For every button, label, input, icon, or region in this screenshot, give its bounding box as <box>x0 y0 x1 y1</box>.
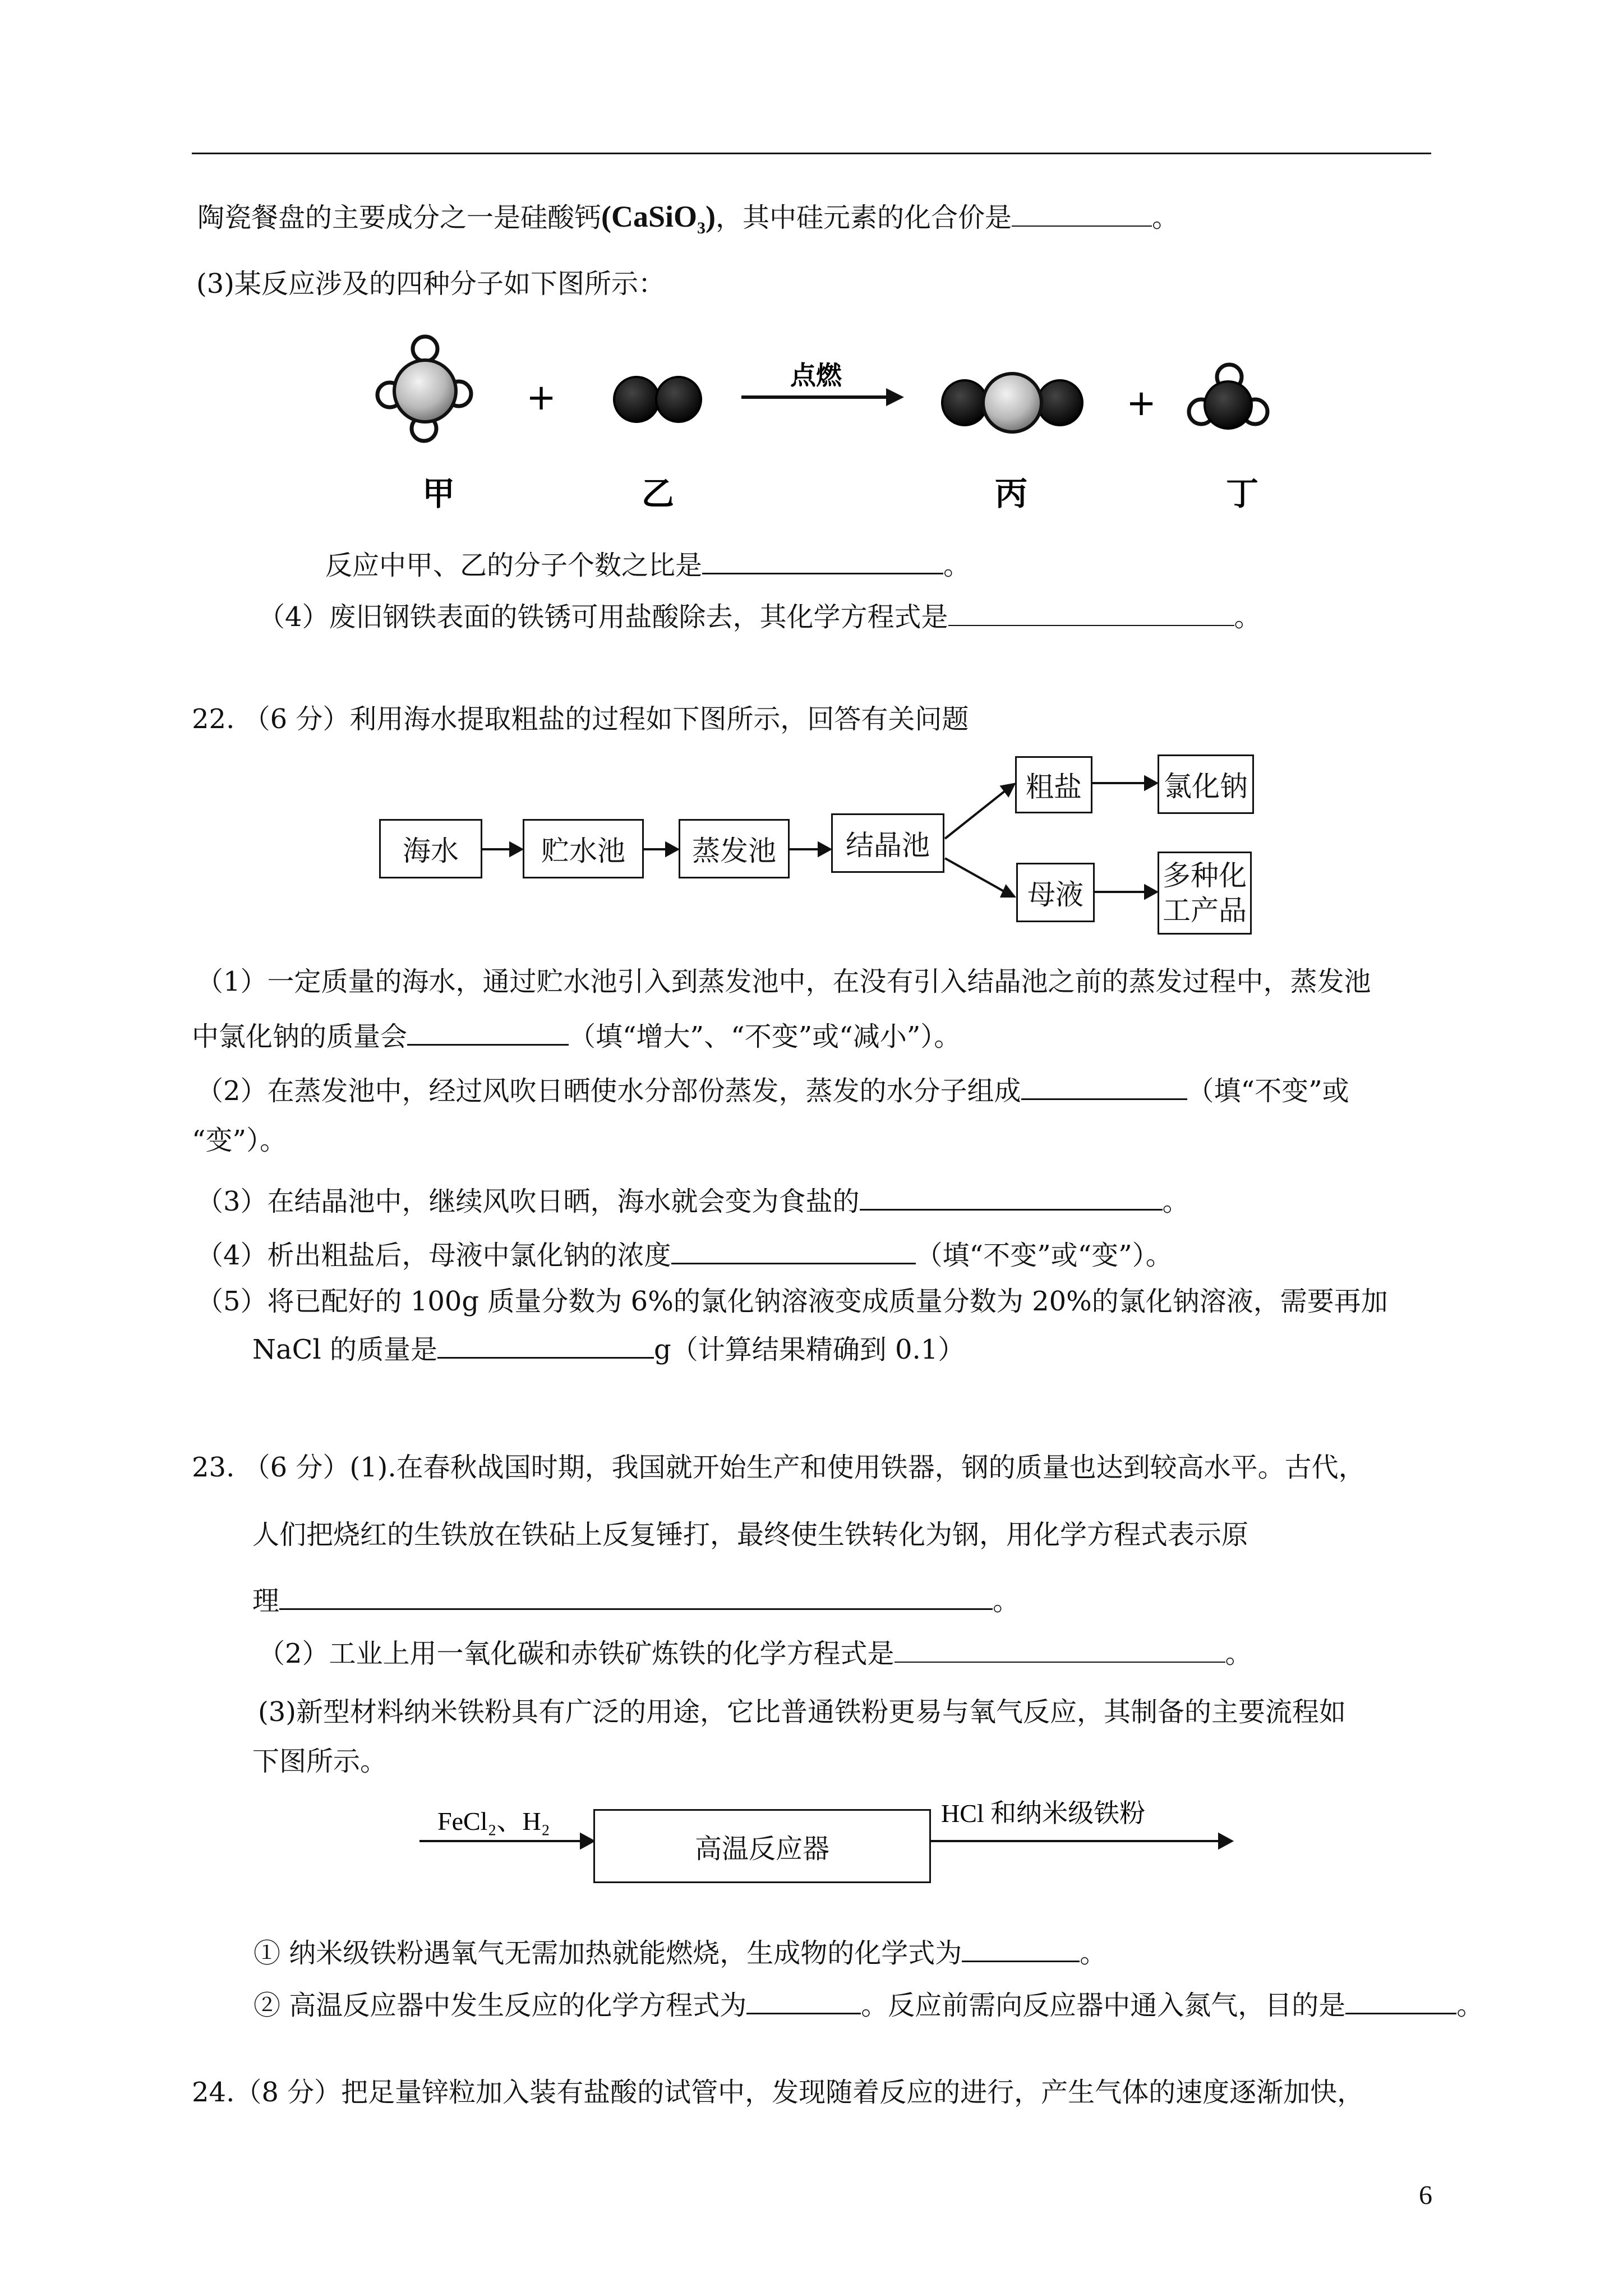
q22-p1-line1: （1）一定质量的海水，通过贮水池引入到蒸发池中，在没有引入结晶池之前的蒸发过程中，蒸发池 <box>196 966 1371 997</box>
q22-p2-line2: “变”）。 <box>192 1125 287 1156</box>
q22-p5-blank[interactable] <box>437 1335 654 1359</box>
q23-p2: （2）工业上用一氧化碳和赤铁矿炼铁的化学方程式是 。 <box>258 1638 1252 1669</box>
molecule-ding <box>1189 365 1267 429</box>
q23-p1-blank[interactable] <box>279 1586 993 1610</box>
q23-line2: 人们把烧红的生铁放在铁砧上反复锤打，最终使生铁转化为钢，用化学方程式表示原 <box>252 1519 1249 1550</box>
arrow-label: 点燃 <box>790 360 842 390</box>
q21-part4: （4）废旧钢铁表面的铁锈可用盐酸除去，其化学方程式是 。 <box>258 601 1261 633</box>
q23-c2: ② 高温反应器中发生反应的化学方程式为 。反应前需向反应器中通入氮气，目的是 。 <box>253 1990 1484 2021</box>
q21-line1: 陶瓷餐盘的主要成分之一是硅酸钙(CaSiO$_3$)，其中硅元素的化合价是 。 <box>197 200 1179 237</box>
q23-c2-blank-2[interactable] <box>1345 1990 1456 2014</box>
q23-p3-line2: 下图所示。 <box>252 1746 388 1777</box>
q21-equation-blank[interactable] <box>948 602 1234 626</box>
flow-crude-salt: 粗盐 <box>1015 756 1092 813</box>
plus-1: + <box>526 377 556 418</box>
molecule-yi <box>614 377 701 422</box>
q22-p2-blank[interactable] <box>1021 1076 1187 1100</box>
flow-sodium-chloride: 氯化钠 <box>1158 754 1254 814</box>
label-jia: 甲 <box>422 475 455 513</box>
flow-mother-liquor: 母液 <box>1016 863 1095 922</box>
q22-p5-line1: （5）将已配好的 100g 质量分数为 6%的氯化钠溶液变成质量分数为 20%的氯化钠溶液，需要再加 <box>196 1286 1388 1317</box>
flow-evaporation-pond: 蒸发池 <box>679 819 790 878</box>
molecule-jia <box>377 337 471 441</box>
flow-reactor-box: 高温反应器 <box>593 1809 931 1883</box>
label-yi: 乙 <box>641 475 675 513</box>
q23-p2-blank[interactable] <box>895 1639 1225 1663</box>
page-number: 6 <box>1419 2180 1432 2210</box>
flow-output-label: HCl 和纳米级铁粉 <box>941 1799 1146 1828</box>
q23-c1-blank[interactable] <box>962 1938 1080 1962</box>
q23-c1: ① 纳米级铁粉遇氧气无需加热就能燃烧，生成物的化学式为 。 <box>253 1938 1107 1969</box>
q22-p4-blank[interactable] <box>671 1240 916 1264</box>
q21-part3-intro: (3)某反应涉及的四种分子如下图所示： <box>196 268 665 300</box>
q21-part3-question: 反应中甲、乙的分子个数之比是 。 <box>325 550 971 581</box>
flow-input-label: FeCl₂、H₂ <box>437 1807 550 1835</box>
label-bing: 丙 <box>994 475 1028 513</box>
q22-p4: （4）析出粗盐后，母液中氯化钠的浓度 （填“不变”或“变”）。 <box>196 1240 1173 1271</box>
q22-header: 22. （6 分）利用海水提取粗盐的过程如下图所示，回答有关问题 <box>192 703 969 735</box>
q23-p3-line1: (3)新型材料纳米铁粉具有广泛的用途，它比普通铁粉更易与氧气反应，其制备的主要流程如 <box>258 1696 1346 1728</box>
q22-p1-blank[interactable] <box>407 1022 569 1046</box>
q24-header: 24.（8 分）把足量锌粒加入装有盐酸的试管中，发现随着反应的进行，产生气体的速度逐渐加快， <box>192 2077 1364 2108</box>
molecule-bing <box>942 374 1082 432</box>
q21-ratio-blank[interactable] <box>702 550 943 574</box>
reaction-arrow-head <box>886 388 904 406</box>
flow-crystallization-pond: 结晶池 <box>831 813 944 873</box>
q23-line3: 理 。 <box>252 1585 1020 1617</box>
q22-p2-line1: （2）在蒸发池中，经过风吹日晒使水分部份蒸发，蒸发的水分子组成 （填“不变”或 <box>196 1075 1349 1107</box>
q22-p3: （3）在结晶池中，继续风吹日晒，海水就会变为食盐的 。 <box>196 1186 1189 1217</box>
q22-p1-line2: 中氯化钠的质量会 （填“增大”、“不变”或“减小”）。 <box>192 1021 961 1052</box>
q23-c2-blank-1[interactable] <box>746 1990 861 2014</box>
flow-seawater: 海水 <box>379 819 482 878</box>
q22-p3-blank[interactable] <box>860 1186 1163 1211</box>
label-ding: 丁 <box>1225 475 1259 513</box>
flow-reservoir: 贮水池 <box>523 819 644 878</box>
flow-chemical-products: 多种化 工产品 <box>1158 852 1252 935</box>
q22-p5-line2: NaCl 的质量是 g（计算结果精确到 0.1） <box>252 1334 965 1365</box>
plus-2: + <box>1126 383 1156 424</box>
q23-header: 23. （6 分）(1).在春秋战国时期，我国就开始生产和使用铁器，钢的质量也达到较高水平。古代， <box>192 1452 1366 1483</box>
